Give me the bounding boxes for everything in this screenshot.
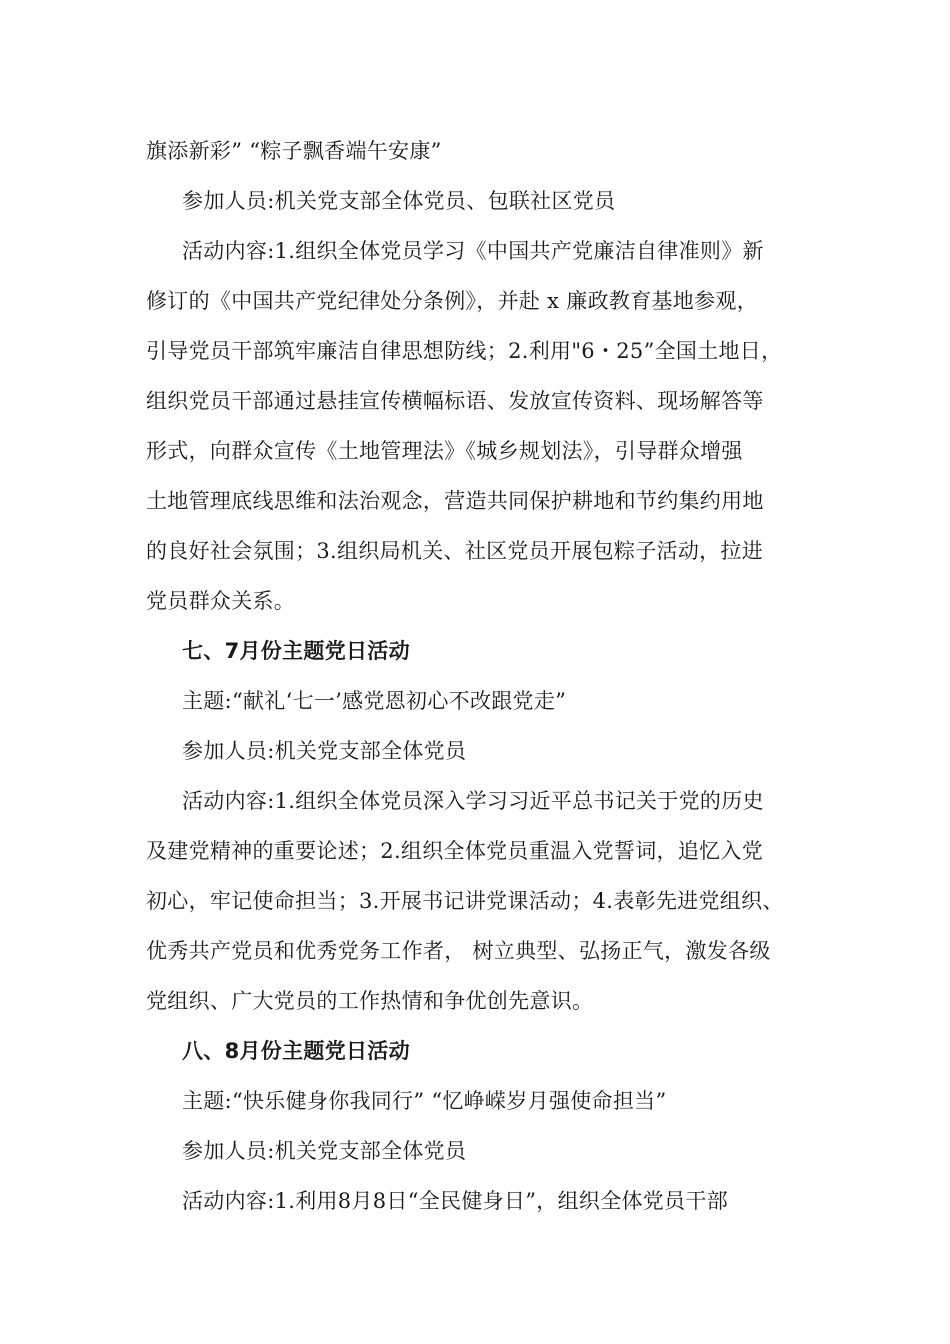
section-heading: 八、8月份主题党日活动	[182, 1039, 410, 1063]
paragraph-line: 土地管理底线思维和法治观念，营造共同保护耕地和节约集约用地	[146, 489, 764, 513]
paragraph-line: 旗添新彩” “粽子飘香端午安康”	[146, 139, 442, 163]
paragraph-line: 组织党员干部通过悬挂宣传横幅标语、发放宣传资料、现场解答等	[146, 389, 764, 413]
paragraph-line: 参加人员:机关党支部全体党员	[182, 1139, 467, 1163]
paragraph-line: 形式，向群众宣传《土地管理法》《城乡规划法》，引导群众增强	[146, 439, 743, 463]
paragraph-line: 及建党精神的重要论述；2.组织全体党员重温入党誓词，追忆入党	[146, 839, 764, 863]
paragraph-line: 主题:“快乐健身你我同行” “忆峥嵘岁月强使命担当”	[182, 1089, 667, 1113]
paragraph-line: 党员群众关系。	[146, 589, 296, 613]
paragraph-line: 活动内容:1.利用8月8日“全民健身日”，组织全体党员干部	[182, 1189, 729, 1213]
section-heading: 七、7月份主题党日活动	[182, 639, 410, 663]
paragraph-line: 活动内容:1.组织全体党员深入学习习近平总书记关于党的历史	[182, 789, 764, 813]
paragraph-line: 参加人员:机关党支部全体党员、包联社区党员	[182, 189, 616, 213]
paragraph-line: 主题:“献礼‘七一’感党恩初心不改跟党走”	[182, 689, 567, 713]
paragraph-line: 引导党员干部筑牢廉洁自律思想防线；2.利用"6・25”全国土地日，	[146, 339, 783, 363]
paragraph-line: 活动内容:1.组织全体党员学习《中国共产党廉洁自律准则》新	[182, 239, 764, 263]
paragraph-line: 的良好社会氛围；3.组织局机关、社区党员开展包粽子活动，拉进	[146, 539, 764, 563]
paragraph-line: 党组织、广大党员的工作热情和争优创先意识。	[146, 989, 594, 1013]
paragraph-line: 初心，牢记使命担当；3.开展书记讲党课活动；4.表彰先进党组织、	[146, 889, 784, 913]
paragraph-line: 优秀共产党员和优秀党务工作者， 树立典型、弘扬正气，激发各级	[146, 939, 771, 963]
paragraph-line: 修订的《中国共产党纪律处分条例》，并赴 x 廉政教育基地参观，	[146, 289, 758, 313]
paragraph-line: 参加人员:机关党支部全体党员	[182, 739, 467, 763]
